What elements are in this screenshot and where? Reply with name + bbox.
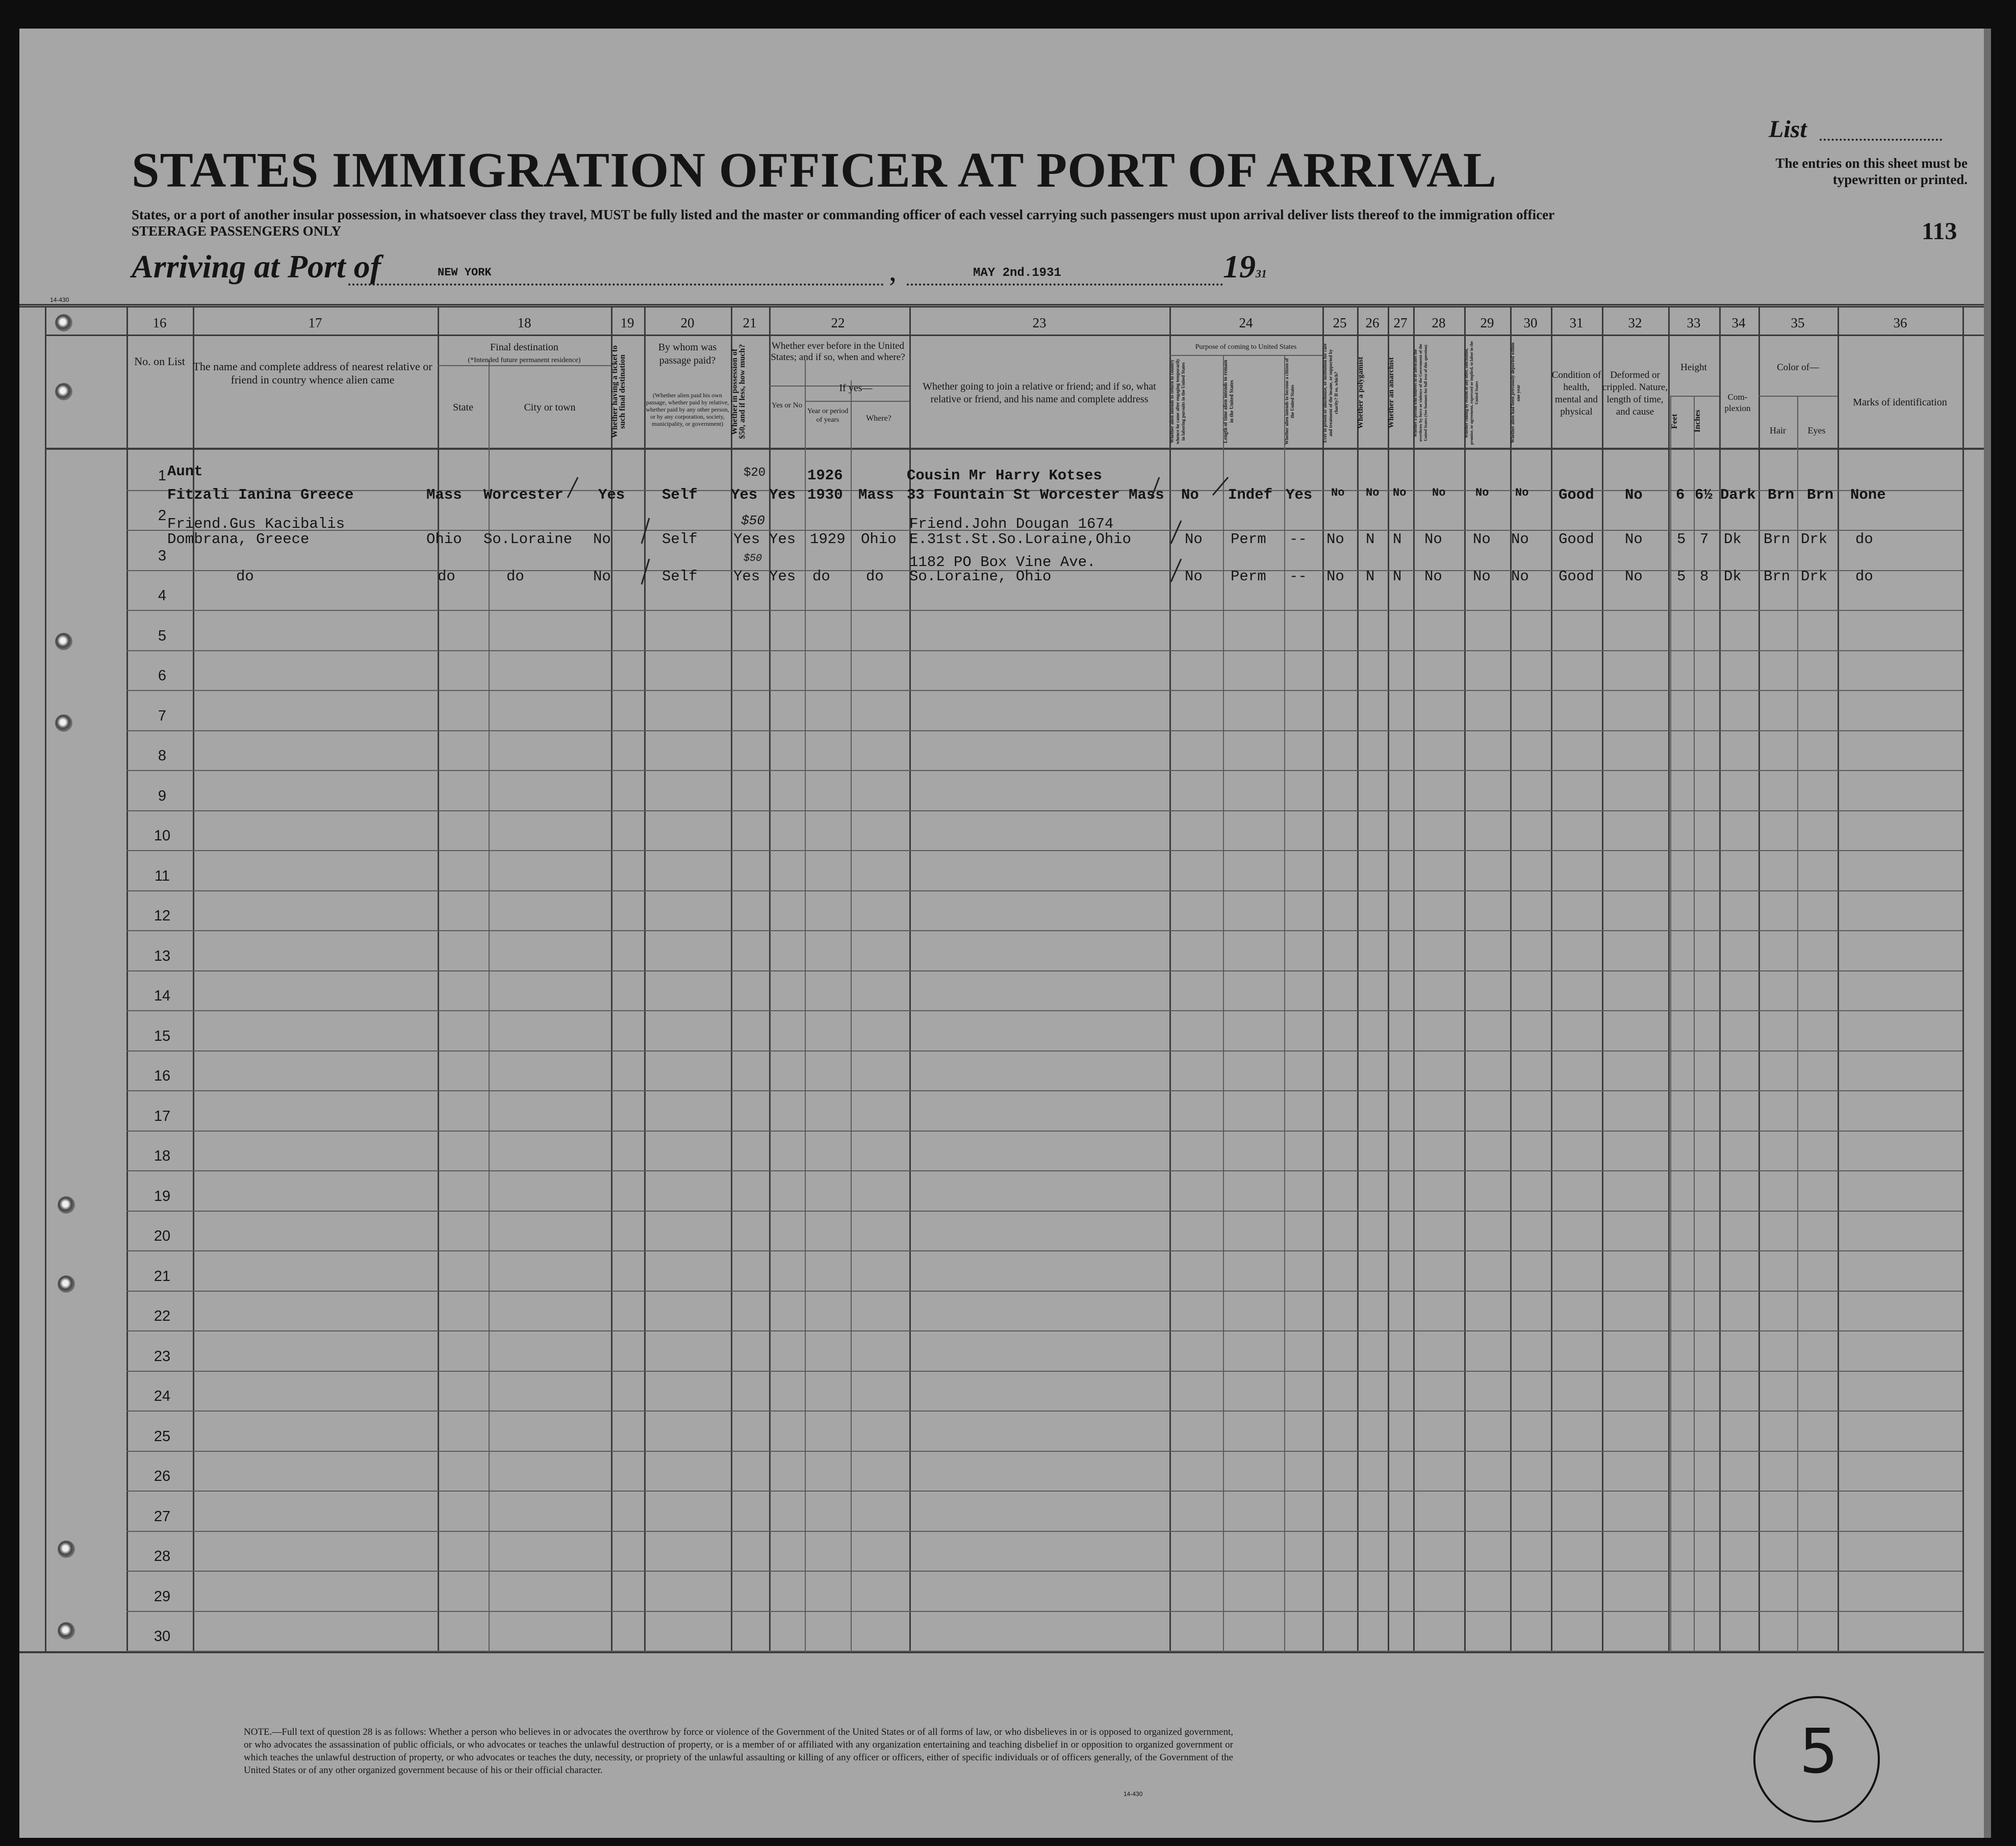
entry1-inches: 6½ (1695, 486, 1713, 503)
entry3-deported: No (1511, 568, 1529, 585)
row-line (126, 1451, 1962, 1452)
entry2-state: Ohio (426, 531, 462, 548)
row-number: 4 (158, 587, 167, 604)
entry1-purpose-citizen: Yes (1286, 486, 1313, 503)
entry1-health: Good (1559, 486, 1594, 503)
header-ticket: Whether having a ticket to such final destination (610, 345, 627, 438)
header-no-on-list: No. on List (134, 355, 185, 368)
footer-form-code: 14-430 (1124, 1790, 1143, 1798)
header-city: City or town (524, 402, 576, 413)
header-before-us: Whether ever before in the United States; and if so, when and where? (771, 341, 905, 363)
binder-hole (55, 714, 72, 732)
header-marks: Marks of identification (1853, 397, 1947, 408)
entry3-where: do (866, 568, 884, 585)
entry2-years: 1929 (810, 531, 846, 548)
entry1-purpose-return: No (1181, 486, 1199, 503)
entry1-city: Worcester (483, 486, 564, 503)
row-line (126, 690, 1962, 691)
column-number: 29 (1480, 315, 1494, 330)
row-number: 11 (154, 867, 170, 884)
entry1-relative-relation: Aunt (167, 463, 203, 480)
entry2-join-address: E.31st.St.So.Loraine,Ohio (909, 531, 1132, 548)
entry3-city: do (506, 568, 524, 585)
entry1-ticket: Yes (598, 486, 625, 503)
binder-hole (58, 1541, 75, 1558)
row-number: 8 (158, 748, 167, 764)
entry3-paid-by: Self (662, 568, 698, 585)
entry1-deported: No (1515, 486, 1529, 499)
entry3-complexion: Dk (1724, 568, 1742, 585)
binder-hole (58, 1275, 75, 1293)
entry1-join-name: Cousin Mr Harry Kotses (907, 467, 1102, 484)
entry3-eyes: Drk (1801, 568, 1828, 585)
entry1-feet: 6 (1676, 486, 1685, 503)
entry2-city: So.Loraine (483, 531, 573, 548)
entry2-before: Yes (769, 531, 796, 548)
header-final-destination: Final destination (490, 342, 558, 353)
header-deformed: Deformed or crippled. Nature, length of time, and cause (1602, 370, 1668, 417)
row-number: 27 (154, 1508, 171, 1525)
header-steerage: STEERAGE PASSENGERS ONLY (132, 223, 342, 239)
entry3-anarchist: N (1393, 568, 1402, 585)
list-label: List (1769, 116, 1807, 143)
column-number: 24 (1239, 315, 1253, 330)
row-line (126, 1531, 1962, 1532)
entry1-anarchist: No (1393, 486, 1407, 499)
entry2-relative-line1: Friend.Gus Kacibalis (167, 516, 345, 532)
entry3-state: do (438, 568, 455, 585)
row-line (126, 930, 1962, 931)
row-line (126, 810, 1962, 811)
entry2-prison: No (1326, 531, 1344, 548)
header-instruction: States, or a port of another insular possession, in whatsoever class they travel, MUST be fully listed and the master or commanding officer of each vessel carrying such passengers must upon arrival deliver lists thereof to the immigration officer (132, 207, 1555, 222)
entry2-relative-line2: Dombrana, Greece (167, 531, 310, 548)
typewritten-note: The entries on this sheet must be typewritten or printed. (1775, 156, 1968, 187)
row-line (126, 1571, 1962, 1572)
row-number: 10 (154, 828, 171, 844)
entry3-join-line2: So.Loraine, Ohio (909, 568, 1052, 585)
column-number: 36 (1893, 315, 1907, 330)
year-label: 1931 (1223, 248, 1267, 285)
arriving-label: Arriving at Port of (132, 248, 381, 285)
entry3-feet: 5 (1677, 568, 1686, 585)
circled-number: 5 (1799, 1716, 1839, 1787)
row-number: 21 (154, 1268, 171, 1285)
row-line (126, 1330, 1962, 1331)
row-number: 25 (154, 1428, 171, 1445)
column-number: 18 (517, 315, 531, 330)
header-yes-no: Yes or No (771, 401, 803, 409)
entry1-polygamist: No (1366, 486, 1380, 499)
column-number: 25 (1333, 315, 1347, 330)
row-line (126, 1090, 1962, 1091)
row-line (126, 1371, 1962, 1372)
entry3-health: Good (1559, 568, 1594, 585)
row-number: 7 (158, 707, 167, 724)
binder-hole (58, 1622, 75, 1639)
header-paid-by: By whom was passage paid? (658, 342, 717, 366)
header-deported: Whether alien had been previously deported within one year (1510, 342, 1521, 444)
row-number: 24 (154, 1388, 171, 1404)
header-feet: Feet (1670, 414, 1679, 429)
entry1-relative: Fitzali Ianina Greece (167, 486, 354, 503)
header-complexion: Com- plexion (1724, 392, 1751, 413)
column-number: 21 (743, 315, 757, 330)
header-join: Whether going to join a relative or friend; and if so, what relative or friend, and his name and complete address (923, 381, 1156, 405)
row-line (126, 1651, 1962, 1652)
entry1-where: Mass (858, 486, 894, 503)
binder-hole (55, 383, 72, 400)
row-number: 26 (154, 1468, 171, 1484)
column-number: 31 (1569, 315, 1584, 330)
row-number: 9 (158, 787, 167, 804)
entry2-money-note: $50 (741, 513, 765, 528)
column-number: 19 (620, 315, 634, 330)
entry2-polygamist: N (1366, 531, 1375, 548)
header-polygamist: Whether a polygamist (1357, 356, 1365, 429)
column-number: 17 (308, 315, 322, 330)
entry2-deformed: No (1625, 531, 1643, 548)
entry1-years: 1930 (807, 486, 843, 503)
header-years: Year or period of years (807, 407, 849, 424)
entry2-paid-by: Self (662, 531, 698, 548)
entry1-before: Yes (769, 486, 796, 503)
header-relative: The name and complete address of nearest relative or friend in country whence alien came (193, 360, 432, 386)
column-number: 35 (1791, 315, 1805, 330)
row-number: 20 (154, 1228, 171, 1244)
entry3-relative: do (236, 568, 254, 585)
footnote-question-28: NOTE.—Full text of question 28 is as follows: Whether a person who believes in or advocates the overthrow by force or violence of the Government of the United States or of all forms of law, or who disbelieves in or is opposed to organized government, or who advocates the assassination of public officials, or who advocates or teaches the unlawful destruction of property, or is a member of or affiliated with any organization entertaining and teaching disbelief in or opposition to organized government or which teaches the unlawful destruction of property, or who advocates or teaches the duty, necessity, or propriety of the unlawful assaulting or killing of any officer or officers, either of specific individuals or of officers generally, of the Government of the United States or of any other organized government because of his or their official character. (244, 1727, 1233, 1776)
entry2-overthrow: No (1424, 531, 1442, 548)
header-final-destination-note: (*Intended future permanent residence) (468, 356, 581, 364)
entry2-health: Good (1559, 531, 1594, 548)
header-purpose: Purpose of coming to United States (1195, 343, 1297, 351)
entry1-overthrow: No (1432, 486, 1446, 499)
entry2-purpose-return: No (1185, 531, 1203, 548)
entry1-deformed: No (1625, 486, 1643, 503)
entry3-hair: Brn (1764, 568, 1791, 585)
row-number: 17 (154, 1108, 171, 1124)
entry1-prison: No (1331, 486, 1345, 499)
entry3-inches: 8 (1700, 568, 1709, 585)
entry2-where: Ohio (861, 531, 897, 548)
manifest-sheet (19, 29, 1991, 1838)
row-line (126, 970, 1962, 971)
header-hair: Hair (1770, 425, 1786, 435)
row-line (126, 770, 1962, 771)
row-number: 13 (154, 947, 171, 964)
entry2-ticket: No (593, 531, 611, 548)
row-number: 15 (154, 1028, 171, 1044)
entry1-money-note: $20 (744, 466, 766, 480)
port-value: NEW YORK (438, 266, 492, 279)
entry1-join-address: 33 Fountain St Worcester Mass (907, 486, 1164, 503)
header-overthrow: Whether a person who believes in or advocates the overthrow by force or violence of the Government of the United States (See footnote for full text of this question) (1413, 344, 1428, 442)
entry2-purpose-citizen: -- (1289, 531, 1307, 548)
row-number: 3 (158, 547, 167, 564)
row-number: 19 (154, 1188, 171, 1204)
entry3-join-line1: 1182 PO Box Vine Ave. (909, 554, 1096, 571)
column-number: 34 (1731, 315, 1746, 330)
header-money: Whether in possession of $50, and if less, how much? (730, 344, 747, 440)
entry2-join-name: Friend.John Dougan 1674 (909, 516, 1114, 532)
entry1-marks: None (1850, 486, 1886, 503)
binder-hole (55, 633, 72, 650)
column-number: 27 (1393, 315, 1408, 330)
row-number: 22 (154, 1308, 171, 1324)
header-purpose-length: Length of time alien intends to remain in the United States (1223, 360, 1235, 443)
row-number: 5 (158, 627, 167, 644)
entry3-ticket: No (593, 568, 611, 585)
entry3-contract: No (1473, 568, 1491, 585)
entry3-purpose-length: Perm (1231, 568, 1266, 585)
header-paid-by-note: (Whether alien paid his own passage, whether paid by relative, whether paid by any other person, or by any corporation, society, municipality, or government) (646, 392, 729, 427)
header-inches: Inches (1693, 409, 1702, 433)
row-line (126, 1211, 1962, 1212)
entry2-money: Yes (733, 531, 760, 548)
header-if-yes: If yes— (839, 382, 873, 394)
header-anarchist: Whether an anarchist (1387, 357, 1395, 429)
entry1-contract: No (1475, 486, 1489, 499)
row-line (126, 730, 1962, 731)
column-number: 16 (152, 315, 167, 330)
row-number: 12 (154, 908, 171, 924)
entry3-purpose-return: No (1185, 568, 1203, 585)
row-line (126, 1131, 1962, 1132)
header-where: Where? (866, 414, 891, 423)
row-line (126, 1050, 1962, 1052)
entry1-money: Yes (731, 486, 758, 503)
entry2-contract: No (1473, 531, 1491, 548)
entry3-prison: No (1326, 568, 1344, 585)
entry2-anarchist: N (1393, 531, 1402, 548)
page-title: STATES IMMIGRATION OFFICER AT PORT OF ARRIVAL (132, 143, 1497, 198)
entry2-inches: 7 (1700, 531, 1709, 548)
row-number: 18 (154, 1148, 171, 1164)
column-number: 30 (1523, 315, 1538, 330)
row-line (126, 890, 1962, 891)
entry2-feet: 5 (1677, 531, 1686, 548)
row-line (126, 1611, 1962, 1612)
entry1-years-a: 1926 (807, 467, 843, 484)
entry1-paid-by: Self (662, 486, 698, 503)
entry3-years: do (812, 568, 830, 585)
binder-hole (55, 314, 72, 331)
row-line (126, 1170, 1962, 1171)
entry2-marks: do (1855, 531, 1873, 548)
entry1-purpose-length: Indef (1228, 486, 1273, 503)
header-color-of: Color of— (1777, 362, 1819, 373)
header-height: Height (1680, 362, 1707, 373)
entry1-eyes: Brn (1807, 486, 1834, 503)
header-state: State (453, 402, 473, 413)
row-number: 29 (154, 1588, 171, 1605)
row-line (126, 1411, 1962, 1412)
row-line (126, 1291, 1962, 1292)
header-purpose-citizen: Whether alien intends to become a citizen of the United States (1284, 358, 1295, 445)
row-number: 30 (154, 1628, 171, 1645)
header-purpose-return: Whether alien intends to return to country whence he came after engaging temporarily in laboring pursuits in the United States (1169, 358, 1186, 444)
entry3-deformed: No (1625, 568, 1643, 585)
entry3-polygamist: N (1366, 568, 1375, 585)
entry2-eyes: Drk (1801, 531, 1828, 548)
entry3-overthrow: No (1424, 568, 1442, 585)
row-number: 6 (158, 668, 167, 684)
row-number: 1 (158, 467, 167, 484)
row-line (126, 1010, 1962, 1011)
entry2-hair: Brn (1764, 531, 1791, 548)
row-line (126, 850, 1962, 851)
form-code: 14-430 (50, 296, 69, 303)
header-contract-labor: Whether coming by reason of any offer, solicitation, promise, or agreement, expressed or implied, to labor in the United States (1464, 341, 1479, 445)
binder-hole (58, 1196, 75, 1214)
header-eyes: Eyes (1807, 425, 1826, 435)
header-health: Condition of health, mental and physical (1551, 370, 1601, 417)
row-line (126, 650, 1962, 651)
row-number: 23 (154, 1348, 171, 1365)
sheet-number: 113 (1922, 218, 1957, 245)
entry3-money-note: $50 (744, 553, 762, 565)
entry3-money: Yes (733, 568, 760, 585)
row-line (126, 1250, 1962, 1251)
row-number: 16 (154, 1068, 171, 1084)
entry2-deported: No (1511, 531, 1529, 548)
entry2-purpose-length: Perm (1231, 531, 1266, 548)
entry3-purpose-citizen: -- (1289, 568, 1307, 585)
entry3-marks: do (1855, 568, 1873, 585)
row-number: 2 (158, 507, 167, 524)
comma: , (889, 253, 897, 287)
entry2-complexion: Dk (1724, 531, 1742, 548)
column-number: 32 (1628, 315, 1642, 330)
header-prison: Ever in prison or almshouse, or institution for care and treatment of the insane, or supported by charity? If so, which? (1322, 343, 1339, 443)
row-number: 14 (154, 988, 171, 1004)
column-number: 26 (1365, 315, 1380, 330)
entry1-complexion: Dark (1720, 486, 1756, 503)
row-number: 28 (154, 1548, 171, 1565)
row-line (126, 1491, 1962, 1492)
column-number: 33 (1687, 315, 1701, 330)
entry1-state: Mass (426, 486, 462, 503)
check-marks (19, 29, 1984, 640)
column-number: 22 (831, 315, 845, 330)
column-number: 20 (680, 315, 695, 330)
column-number: 28 (1432, 315, 1446, 330)
entry3-before: Yes (769, 568, 796, 585)
column-number: 23 (1032, 315, 1047, 330)
date-value: MAY 2nd.1931 (973, 266, 1061, 280)
entry1-hair: Brn (1768, 486, 1795, 503)
